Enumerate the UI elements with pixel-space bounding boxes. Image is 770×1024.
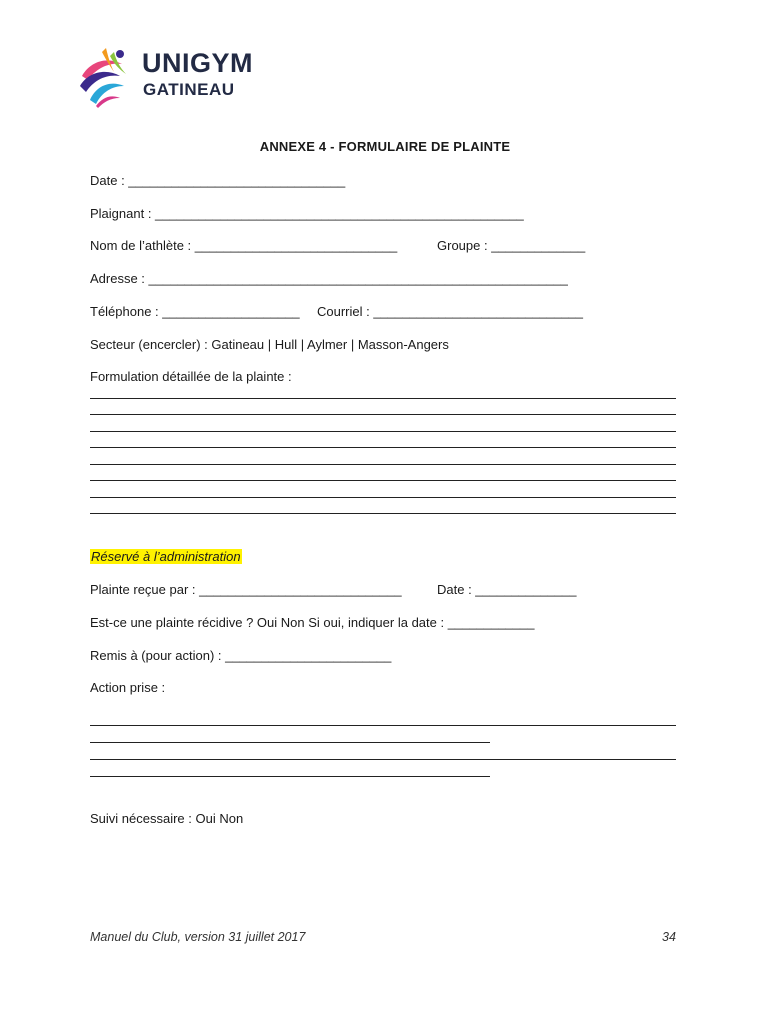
formulation-line[interactable] [90,431,676,432]
plaignant-field[interactable]: Plaignant : ___________________________________________________ [90,206,524,221]
action-line[interactable] [90,776,490,777]
admin-heading-text: Réservé à l’administration [91,549,241,564]
formulation-line[interactable] [90,414,676,415]
logo-city: GATINEAU [143,80,235,99]
formulation-line[interactable] [90,480,676,481]
formulation-line[interactable] [90,464,676,465]
footer-manual: Manuel du Club, version 31 juillet 2017 [90,930,306,944]
date-field[interactable]: Date : ______________________________ [90,173,346,188]
action-line[interactable] [90,759,676,760]
formulation-line[interactable] [90,447,676,448]
remis-field[interactable]: Remis à (pour action) : _______________________ [90,648,392,663]
logo-name: UNIGYM [142,48,253,78]
unigym-logo [76,42,266,108]
formulation-line[interactable] [90,398,676,399]
recue-par-field[interactable]: Plainte reçue par : ____________________________ [90,582,402,597]
suivi-field[interactable]: Suivi nécessaire : Oui Non [90,811,244,826]
formulation-line[interactable] [90,497,676,498]
telephone-field[interactable]: Téléphone : ___________________ [90,304,300,319]
secteur-field[interactable]: Secteur (encercler) : Gatineau | Hull | Aylmer | Masson-Angers [90,337,449,352]
formulation-label: Formulation détaillée de la plainte : [90,369,292,384]
formulation-line[interactable] [90,513,676,514]
action-line[interactable] [90,742,490,743]
page-number: 34 [662,930,676,944]
form-title: ANNEXE 4 - FORMULAIRE DE PLAINTE [259,139,511,154]
adresse-field[interactable]: Adresse : __________________________________________________________ [90,271,568,286]
recidive-field[interactable]: Est-ce une plainte récidive ? Oui Non Si oui, indiquer la date : ____________ [90,615,535,630]
admin-date-field[interactable]: Date : ______________ [437,582,577,597]
courriel-field[interactable]: Courriel : _____________________________ [317,304,584,319]
action-label: Action prise : [90,680,166,695]
admin-heading [90,549,242,564]
athlete-name-field[interactable]: Nom de l’athlète : ____________________________ [90,238,398,253]
gymnast-logo-icon [76,42,138,108]
action-line[interactable] [90,725,676,726]
groupe-field[interactable]: Groupe : _____________ [437,238,586,253]
